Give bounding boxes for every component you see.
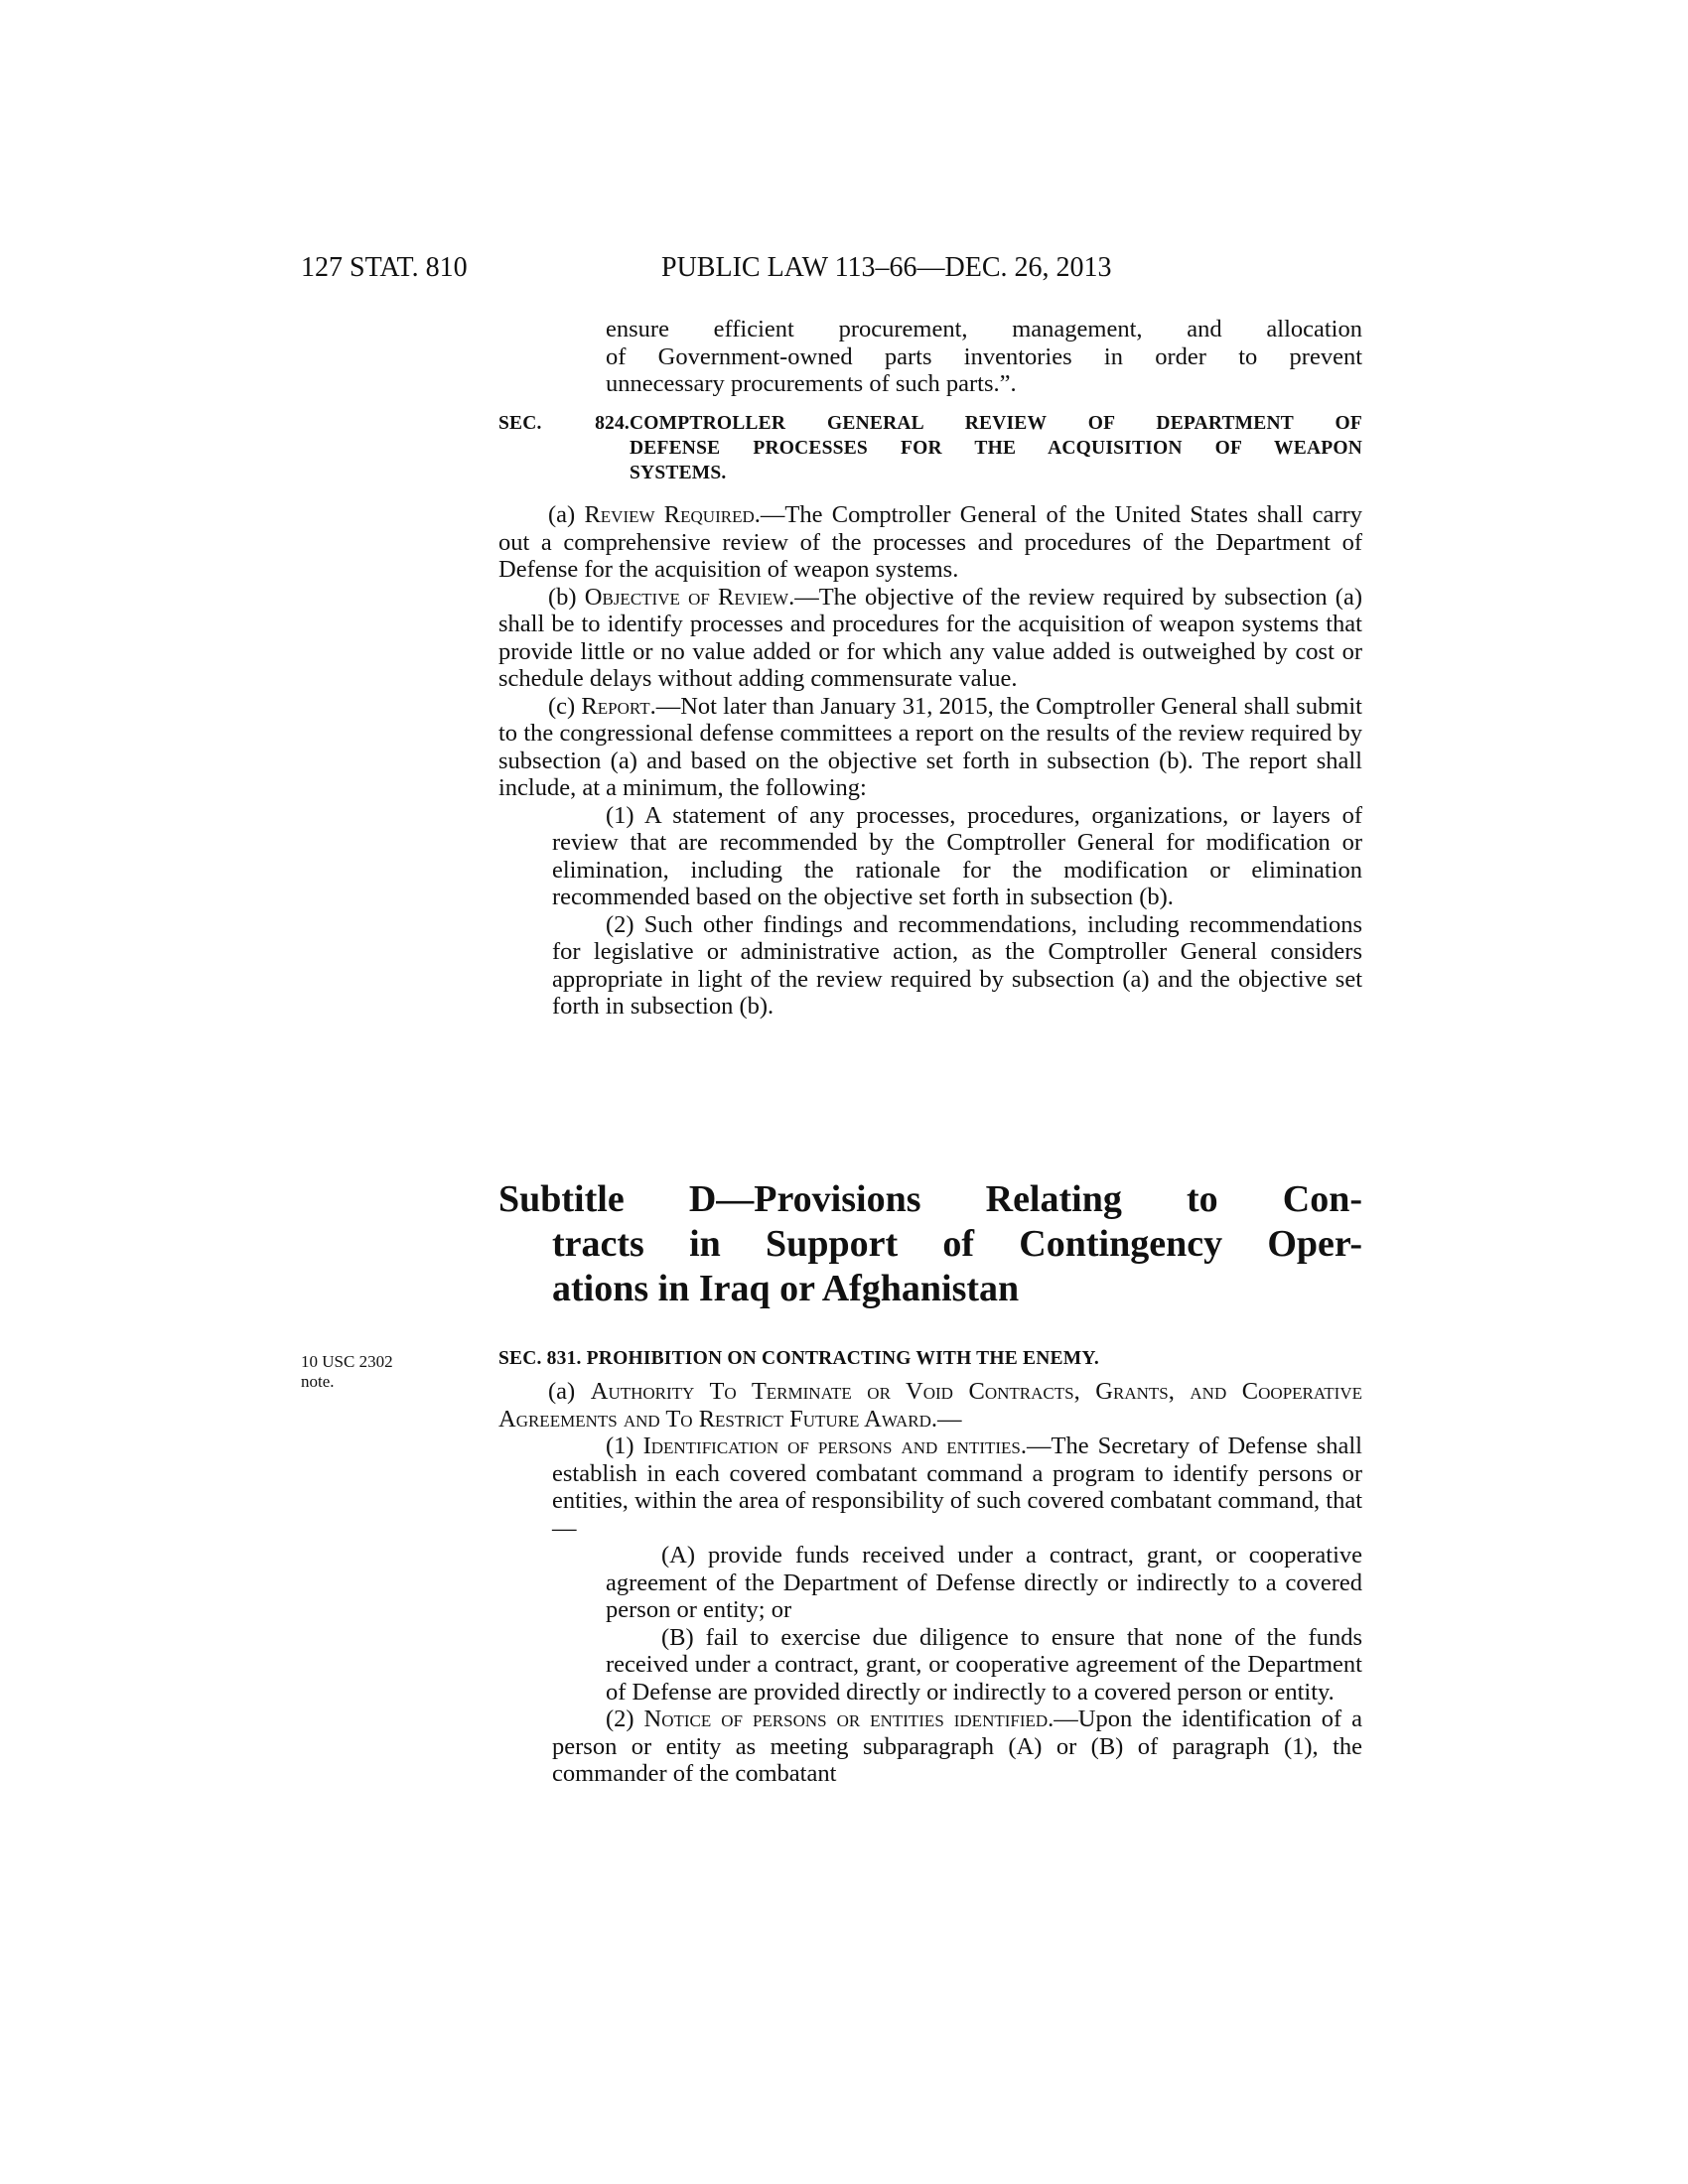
subsection-text: .—The Comptroller General of the United States shall carry out a comprehensive review of the processes and procedures of the Department of Defense for the acquisition of weapon systems. xyxy=(498,501,1362,583)
paragraph-text: .—The Secretary of Defense shall establish in each covered combatant command a program to identify persons or entities, within the area of responsibility of such covered combatant command, that— xyxy=(552,1433,1362,1542)
subsection-label: (a) xyxy=(548,1378,591,1405)
paragraph-c1: (1) A statement of any processes, procedures, organizations, or layers of review that are recommended by the Comptroller General for modification or elimination, including the rationale for the modification or elimination recommended based on the objective set forth in subsection (b). xyxy=(552,801,1362,910)
continuation-line: unnecessary procurements of such parts.”. xyxy=(606,370,1017,397)
paragraph-c2: (2) Such other findings and recommendations, including recommendations for legislative or administrative action, as the Comptroller General considers appropriate in light of the review required by subsection (a) and the objective set forth in subsection (b). xyxy=(552,910,1362,1020)
section-824-heading xyxy=(498,411,1362,485)
section-heading: SEC. 831. PROHIBITION ON CONTRACTING WITH THE ENEMY. xyxy=(498,1348,1099,1369)
stat-reference: 127 STAT. 810 xyxy=(301,252,468,283)
continuation-line: ensure efficient procurement, management, and allocation xyxy=(606,316,1362,342)
subparagraph-a1-B: (B) fail to exercise due diligence to ensure that none of the funds received under a contract, grant, or cooperative agreement of the Department of Defense are provided directly or indirectly to a covered person or entity. xyxy=(606,1623,1362,1706)
paragraph-text: .—Upon the identification of a person or entity as meeting subparagraph (A) or (B) of paragraph (1), the commander of the combatant xyxy=(552,1706,1362,1787)
subtitle-line: tracts in Support of Contingency Oper- xyxy=(552,1223,1362,1265)
subparagraph-a1-A: (A) provide funds received under a contract, grant, or cooperative agreement of the Department of Defense directly or indirectly to a covered person or entity; or xyxy=(606,1542,1362,1623)
subsection-heading: Review Required xyxy=(584,501,755,528)
paragraph-a1 xyxy=(498,1433,1362,1542)
subsection-a xyxy=(498,501,1362,584)
subsection-text: .—Not later than January 31, 2015, the Comptroller General shall submit to the congressional defense committees a report on the results of the review required by subsection (a) and based on the objective set forth in subsection (b). The report shall include, at a minimum, the following: xyxy=(498,692,1362,801)
subsection-label: (c) xyxy=(548,692,582,720)
subsection-heading: Objective of Review xyxy=(584,583,789,611)
section-831-body xyxy=(498,1378,1362,1788)
paragraph-heading: Notice of persons or entities identified xyxy=(643,1706,1049,1732)
margin-note xyxy=(301,1352,460,1392)
paragraph-a2 xyxy=(498,1706,1362,1788)
margin-note-line: note. xyxy=(301,1372,335,1391)
subsection-a xyxy=(498,1378,1362,1433)
continuation-text xyxy=(606,316,1362,398)
public-law-reference: PUBLIC LAW 113–66—DEC. 26, 2013 xyxy=(661,252,1112,283)
section-831-heading xyxy=(498,1346,1362,1371)
subsection-text: .—The objective of the review required by subsection (a) shall be to identify processes and procedures for the acquisition of weapon systems that provide little or no value added or for which any value added is outweighed by cost or schedule delays without adding commensurate value. xyxy=(498,583,1362,692)
subsection-label: (b) xyxy=(548,583,585,611)
section-title-line: DEFENSE PROCESSES FOR THE ACQUISITION OF WEAPON xyxy=(630,438,1362,459)
running-head xyxy=(0,248,1688,288)
section-title-line: SYSTEMS. xyxy=(630,463,727,483)
subsection-heading: Authority To Terminate or Void Contracts, Grants, and Cooperative Agreements and To Restrict Future Award xyxy=(498,1378,1362,1433)
subsection-b xyxy=(498,584,1362,693)
subsection-label: (a) xyxy=(548,501,585,528)
subsection-tail: .— xyxy=(930,1405,962,1433)
section-title-line: COMPTROLLER GENERAL REVIEW OF DEPARTMENT OF xyxy=(630,413,1362,434)
subsection-heading: Report xyxy=(581,692,650,720)
paragraph-heading: Identification of persons and entities xyxy=(642,1433,1021,1459)
section-number: SEC. 824. xyxy=(498,413,630,434)
subsection-c xyxy=(498,693,1362,802)
subtitle-line: ations in Iraq or Afghanistan xyxy=(552,1268,1020,1309)
paragraph-label: (1) xyxy=(606,1433,643,1459)
continuation-line: of Government-owned parts inventories in order to prevent xyxy=(606,342,1362,370)
paragraph-label: (2) xyxy=(606,1706,644,1732)
subtitle-d xyxy=(498,1177,1362,1311)
subtitle-line: Subtitle D—Provisions Relating to Con- xyxy=(498,1178,1362,1220)
section-824-body xyxy=(498,501,1362,1021)
margin-note-line: 10 USC 2302 xyxy=(301,1352,393,1371)
